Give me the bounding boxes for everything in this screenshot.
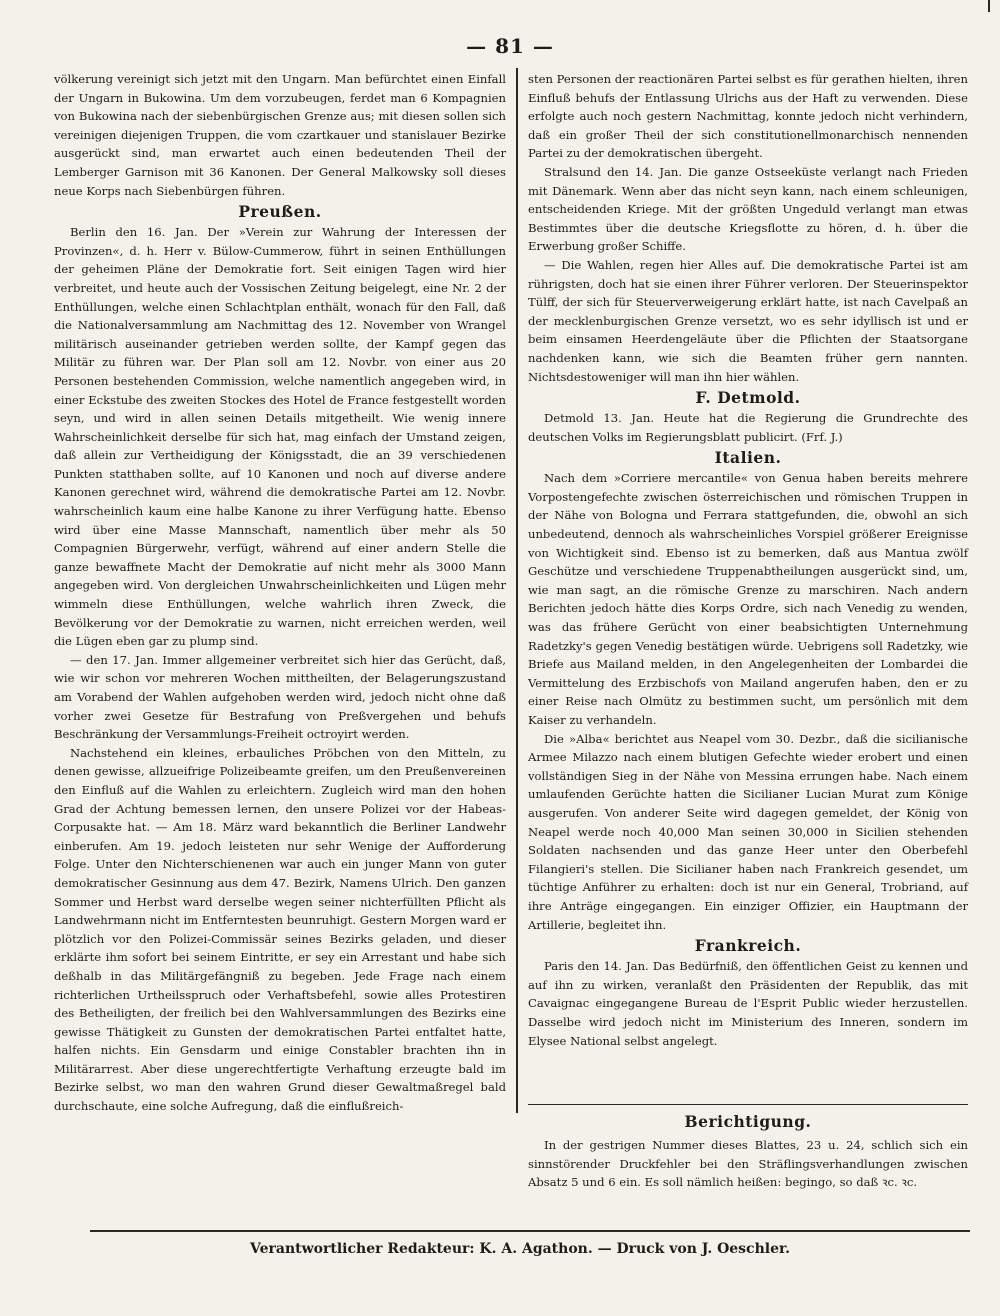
right-paragraph-7: Paris den 14. Jan. Das Bedürfniß, den öffentlichen Geist zu kennen und auf ihn zu wirken, veranlaßt den Präsidenten der Republik, das mit Cavaignac eingegangene Bureau de l'Esprit Public wieder herzustellen. Dasselbe wird jedoch nicht im Ministerium des Inneren, sondern im Elysee National selbst angelegt. [528,959,968,1048]
right-paragraph-3: — Die Wahlen, regen hier Alles auf. Die demokratische Partei ist am rührigsten, doch hat sie einen ihrer Führer verloren. Der Steuerinspektor Tülff, der sich für Steuerverweigerung erklärt hatte, ist nach Cavelpaß an der mecklenburgischen Grenze versetzt, wo es sehr idyllisch ist und er beim einsamen Heerdengeläute über die Pflichten der Staatsorgane nachdenken kann, wie sich die Beamten früher gern nannten. Nichtsdestoweniger will man ihn hier wählen. [528,257,968,384]
left-paragraph-4: Nachstehend ein kleines, erbauliches Pröbchen von den Mitteln, zu denen gewisse, allzueifrige Polizeibeamte greifen, um den Preußenvereinen den Einfluß auf die Wahlen zu erleichtern. Zugleich wird man den hohen Grad der Achtung bemessen lernen, den unsere Polizei vor der Habeas-Corpusakte hat. — Am 18. März ward bekanntlich die Berliner Landwehr einberufen. Am 19. jedoch leisteten nur sehr Wenige der Aufforderung Folge. Unter den Nichterschienenen war auch ein junger Mann von guter demokratischer Gesinnung aus dem 47. Bezirk, Namens Ulrich. Den ganzen Sommer und Herbst ward derselbe wegen seiner nichterfüllten Pflicht als Landwehrmann nicht im Entferntesten beunruhigt. Gestern Morgen ward er plötzlich vor den Polizei-Commissär seines Bezirks geladen, und dieser erklärte ihm sofort bei seinem Eintritte, er sey ein Arrestant und habe sich deßhalb in das Militärgefängniß zu begeben. Jede Frage nach einem richterlichen Urtheilsspruch oder Verhaftsbefehl, sowie alles Protestiren des Betheiligten, der freilich bei den Wahlversammlungen des Bezirks eine gewisse Thätigkeit zu Gunsten der demokratischen Partei entfaltet hatte, halfen nichts. Ein Gensdarm und einige Constabler brachten ihn in Militärarrest. Aber diese ungerechtfertigte Verhaftung erzeugte bald im Bezirke selbst, wo man den wahren Grund dieser Gewaltmaßregel bald durchschaute, eine solche Aufregung, daß die einflußreich- [54,745,506,1114]
imprint-footer: Verantwortlicher Redakteur: K. A. Agathon. — Druck von J. Oeschler. [250,1241,790,1257]
corner-mark [988,0,990,12]
right-paragraph-4: Detmold 13. Jan. Heute hat die Regierung die Grundrechte des deutschen Volks im Regierungsblatt publicirt. (Frf. J.) [528,411,968,444]
right-paragraph-1: sten Personen der reactionären Partei selbst es für gerathen hielten, ihren Einfluß behufs der Entlassung Ulrichs aus der Haft zu verwenden. Diese erfolgte auch noch gestern Nachmittag, konnte jedoch nicht verhindern, daß ein großer Theil der sich constitutionellmonarchisch nennenden Partei zu der demokratischen übergeht. [528,72,968,161]
correction-notice [528,1110,968,1192]
right-paragraph-5: Nach dem »Corriere mercantile« von Genua haben bereits mehrere Vorpostengefechte zwischen österreichischen und römischen Truppen in der Nähe von Bologna und Ferrara stattgefunden, die, obwohl an sich unbedeutend, dennoch als wahrscheinliches Vorspiel größerer Ereignisse von Wichtigkeit sind. Ebenso ist zu bemerken, daß aus Mantua zwölf Geschütze und verschiedene Truppenabtheilungen ausgerückt sind, um, wie man sagt, an die römische Grenze zu marschiren. Nach andern Berichten jedoch hätte dies Korps Ordre, sich nach Venedig zu wenden, was das frühere Gerücht von einer beabsichtigten Unternehmung Radetzky's gegen Venedig bestätigen würde. Uebrigens soll Radetzky, wie Briefe aus Mailand melden, in den Angelegenheiten der Lombardei die Vermittelung des Erzbischofs von Mailand angerufen haben, den er zu einer Reise nach Olmütz zu bestimmen sucht, um persönlich mit dem Kaiser zu verhandeln. [528,471,968,727]
correction-divider [528,1104,968,1105]
column-divider [516,68,518,1113]
section-heading-detmold: F. Detmold. [695,388,801,408]
left-paragraph-1: völkerung vereinigt sich jetzt mit den Ungarn. Man befürchtet einen Einfall der Ungarn in Bukowina. Um dem vorzubeugen, ferdet man 6 Kompagnien von Bukowina nach der siebenbürgischen Grenze aus; mit diesen sollen sich vereinigen diejenigen Truppen, die vom czartkauer und stanislauer Bezirke ausgerückt sind, man erwartet auch einen bedeutenden Theil der Lemberger Garnison mit 36 Kanonen. Der General Malkowsky soll dieses neue Korps nach Siebenbürgen führen. [54,72,506,198]
correction-text: In der gestrigen Nummer dieses Blattes, 23 u. 24, schlich sich ein sinnstörender Druckfehler bei den Sträflingsverhandlungen zwischen Absatz 5 und 6 ein. Es soll nämlich heißen: begingo, so daß ꝛc. ꝛc. [528,1138,968,1190]
left-paragraph-2: Berlin den 16. Jan. Der »Verein zur Wahrung der Interessen der Provinzen«, d. h. Herr v. Bülow-Cummerow, führt in seinen Enthüllungen der geheimen Pläne der Demokratie fort. Seit einigen Tagen wird hier verbreitet, und heute auch der Vossischen Zeitung beigelegt, eine Nr. 2 der Enthüllungen, welche einen Schlachtplan enthält, wonach für den Fall, daß die Nationalversammlung am Nachmittag des 12. November von Wrangel militärisch auseinander getrieben werden sollte, der Kampf gegen das Militär zu führen war. Der Plan soll am 12. Novbr. von einer aus 20 Personen bestehenden Commission, welche namentlich angegeben wird, in einer Eckstube des zweiten Stockes des Hotel de France festgestellt worden seyn, und wird in allen seinen Details mitgetheilt. Wie wenig innere Wahrscheinlichkeit derselbe für sich hat, mag einfach der Umstand zeigen, daß allein zur Vertheidigung der Königsstadt, die an 39 verschiedenen Punkten statthaben sollte, auf 10 Kanonen und noch auf diverse andere Kanonen gerechnet wird, während die demokratische Partei am 12. Novbr. wahrscheinlich kaum eine halbe Kanone zu ihrer Verfügung hatte. Ebenso wird über eine Masse Mannschaft, namentlich über mehr als 50 Compagnien Bürgerwehr, verfügt, während auf einer andern Stelle die ganze bewaffnete Macht der Demokratie auf nicht mehr als 3000 Mann angegeben wird. Von dergleichen Unwahrscheinlichkeiten und Lügen mehr wimmeln diese Enthüllungen, welche wahrlich ihren Zweck, die Bevölkerung vor der Demokratie zu warnen, nicht erreichen werden, weil die Lügen eben gar zu plump sind. [54,225,506,649]
section-heading-frankreich: Frankreich. [694,936,802,956]
right-column [528,70,968,1050]
left-paragraph-3: — den 17. Jan. Immer allgemeiner verbreitet sich hier das Gerücht, daß, wie wir schon vor mehreren Wochen mittheilten, der Belagerungszustand am Vorabend der Wahlen aufgehoben werden wird, jedoch nicht ohne daß vorher zwei Gesetze für Bestrafung von Preßvergehen und behufs Beschränkung der Versammlungs-Freiheit octroyirt werden. [54,652,506,742]
page-number: — 81 — [466,34,554,58]
footer-divider [90,1230,970,1232]
correction-heading: Berichtigung. [684,1112,812,1131]
section-heading-preussen: Preußen. [238,202,322,222]
left-column [54,70,506,1116]
section-heading-italien: Italien. [714,448,782,468]
right-paragraph-6: Die »Alba« berichtet aus Neapel vom 30. Dezbr., daß die sicilianische Armee Milazzo nach einem blutigen Gefechte wieder erobert und einen vollständigen Sieg in der Nähe von Messina errungen habe. Nach einem umlaufenden Gerüchte hatten die Sicilianer Lucian Murat zum Könige ausgerufen. Von anderer Seite wird dagegen gemeldet, der König von Neapel werde noch 40,000 Man seinen 30,000 in Sicilien stehenden Soldaten nachsenden und das ganze Heer unter den Oberbefehl Filangieri's stellen. Die Sicilianer haben nach Frankreich gesendet, um tüchtige Anführer zu erhalten: doch ist nur ein General, Trobriand, auf ihre Anträge eingegangen. Ein einziger Offizier, ein Hauptmann der Artillerie, begleitet ihn. [528,731,968,932]
right-paragraph-2: Stralsund den 14. Jan. Die ganze Ostseeküste verlangt nach Frieden mit Dänemark. Wenn aber das nicht seyn kann, nach einem schleunigen, entscheidenden Kriege. Mit der größten Ungeduld verlangt man etwas Bestimmtes über die deutsche Kriegsflotte zu hören, d. h. über die Erwerbung großer Schiffe. [528,164,968,254]
